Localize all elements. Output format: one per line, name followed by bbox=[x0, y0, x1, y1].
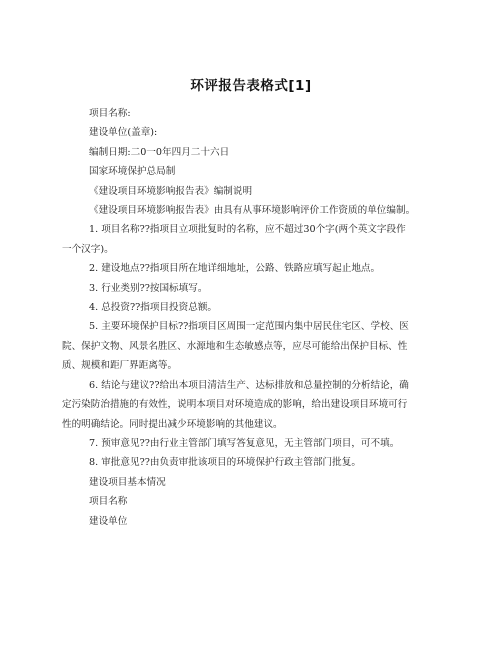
item-1-line-1: 1. 项目名称??指项目立项批复时的名称，应不超过30个字(两个英文字段作 bbox=[89, 224, 406, 236]
item-7: 7. 预审意见??由行业主管部门填写答复意见，无主管部门项目，可不填。 bbox=[89, 437, 400, 449]
table-label-project-name: 项目名称 bbox=[89, 496, 128, 508]
item-5-line-3: 质、规模和距厂界距离等。 bbox=[62, 360, 178, 372]
item-6-line-1: 6. 结论与建议??给出本项目清洁生产、达标排放和总量控制的分析结论，确 bbox=[89, 379, 409, 391]
table-label-construction-unit: 建设单位 bbox=[89, 515, 128, 527]
item-5-line-2: 院、保护文物、风景名胜区、水源地和生态敏感点等，应尽可能给出保护目标、性 bbox=[62, 340, 408, 352]
field-construction-unit: 建设单位(盖章): bbox=[89, 127, 158, 139]
item-5-line-1: 5. 主要环境保护目标??指项目区周围一定范围内集中居民住宅区、学校、医 bbox=[89, 321, 409, 333]
publisher-line: 国家环境保护总局制 bbox=[89, 166, 176, 178]
section-heading-instructions: 《建设项目环境影响报告表》编制说明 bbox=[89, 185, 253, 197]
field-compile-date: 编制日期:二0一0年四月二十六日 bbox=[89, 146, 230, 158]
section-heading-basic-info: 建设项目基本情况 bbox=[89, 476, 166, 488]
document-body bbox=[62, 104, 442, 531]
item-6-line-2: 定污染防治措施的有效性，说明本项目对环境造成的影响，给出建设项目环境可行 bbox=[62, 399, 408, 411]
item-1-line-2: 一个汉字)。 bbox=[62, 243, 114, 255]
paragraph-intro: 《建设项目环境影响报告表》由具有从事环境影响评价工作资质的单位编制。 bbox=[89, 205, 416, 217]
item-4: 4. 总投资??指项目投资总额。 bbox=[89, 302, 218, 314]
item-6-line-3: 性的明确结论。同时提出减少环境影响的其他建议。 bbox=[62, 418, 283, 430]
item-2: 2. 建设地点??指项目所在地详细地址，公路、铁路应填写起止地点。 bbox=[89, 263, 381, 275]
field-project-name: 项目名称: bbox=[89, 108, 131, 119]
document-title: 环评报告表格式[1] bbox=[190, 78, 312, 94]
item-8: 8. 审批意见??由负责审批该项目的环境保护行政主管部门批复。 bbox=[89, 457, 361, 469]
item-3: 3. 行业类别??按国标填写。 bbox=[89, 282, 208, 294]
